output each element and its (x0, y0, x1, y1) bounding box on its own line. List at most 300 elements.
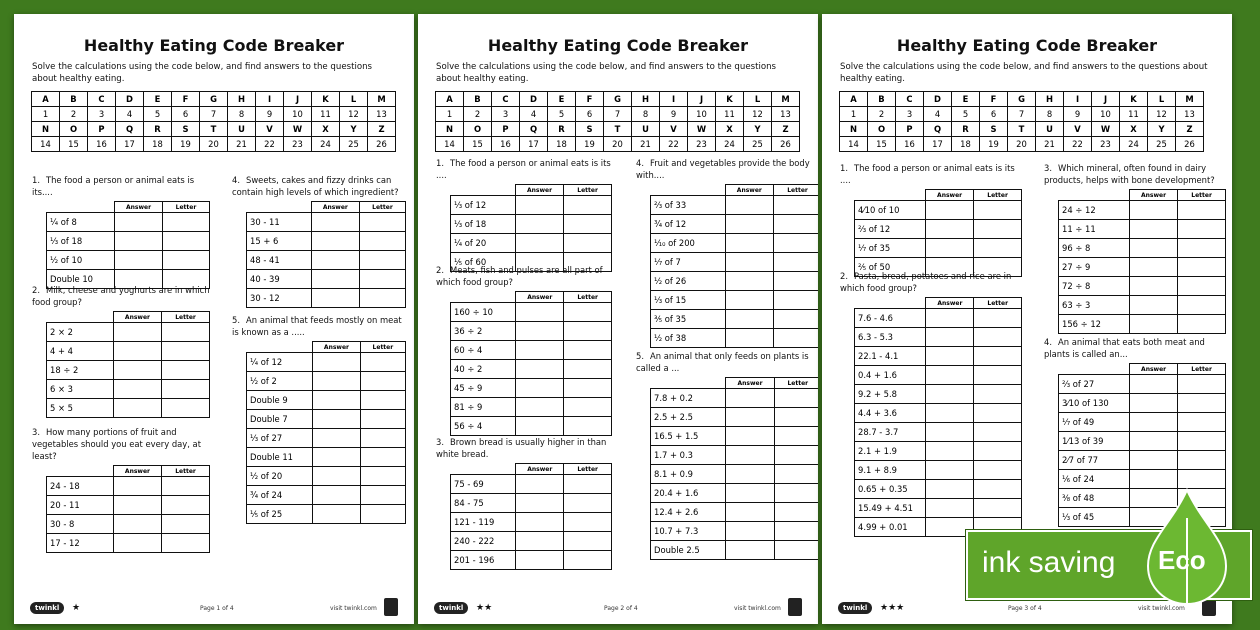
letter-cell[interactable] (564, 532, 612, 551)
calculation-cell: ¾ of 24 (247, 486, 313, 505)
letter-cell[interactable] (360, 467, 405, 486)
answer-cell[interactable] (516, 417, 564, 436)
table-row (47, 477, 210, 496)
answer-cell[interactable] (1129, 451, 1177, 470)
table-row (47, 534, 210, 553)
answer-cell[interactable] (726, 427, 774, 446)
answer-table-header (247, 202, 406, 213)
letter-cell[interactable] (162, 399, 210, 418)
letter-cell[interactable] (564, 417, 612, 436)
code-cell: Y (340, 122, 368, 137)
letter-cell[interactable] (974, 423, 1022, 442)
answer-cell[interactable] (726, 541, 774, 560)
answer-cell[interactable] (311, 289, 359, 308)
answer-header: Answer (113, 466, 161, 477)
answer-cell[interactable] (726, 446, 774, 465)
answer-cell[interactable] (516, 532, 564, 551)
letter-cell[interactable] (564, 551, 612, 570)
table-row (451, 322, 612, 341)
letter-cell[interactable] (564, 513, 612, 532)
letter-cell[interactable] (162, 380, 210, 399)
letter-cell[interactable] (564, 360, 612, 379)
answer-cell[interactable] (113, 515, 161, 534)
answer-cell[interactable] (926, 442, 974, 461)
code-cell: Q (520, 122, 548, 137)
letter-cell[interactable] (162, 534, 210, 553)
header-blank (451, 185, 516, 196)
code-cell: 24 (1120, 137, 1148, 152)
letter-cell[interactable] (1178, 375, 1226, 394)
letter-cell[interactable] (360, 486, 405, 505)
answer-cell[interactable] (113, 361, 161, 380)
calculation-cell: 22.1 - 4.1 (855, 347, 926, 366)
answer-cell[interactable] (1129, 394, 1177, 413)
answer-cell[interactable] (725, 234, 773, 253)
letter-cell[interactable] (774, 234, 818, 253)
letter-cell[interactable] (1178, 220, 1226, 239)
letter-cell[interactable] (774, 253, 818, 272)
letter-cell[interactable] (360, 410, 405, 429)
table-row (451, 379, 612, 398)
footer-url[interactable]: visit twinkl.com (1138, 605, 1185, 612)
letter-cell[interactable] (564, 398, 612, 417)
letter-cell[interactable] (360, 505, 405, 524)
code-row (32, 137, 396, 152)
answer-cell[interactable] (516, 513, 564, 532)
answer-header: Answer (115, 202, 163, 213)
answer-table (46, 311, 210, 418)
calculation-cell: 24 ÷ 12 (1059, 201, 1130, 220)
answer-cell[interactable] (313, 353, 361, 372)
table-row (1059, 239, 1226, 258)
answer-table (246, 341, 406, 524)
letter-cell[interactable] (162, 361, 210, 380)
answer-cell[interactable] (313, 448, 361, 467)
letter-cell[interactable] (162, 232, 209, 251)
letter-cell[interactable] (1178, 394, 1226, 413)
code-cell: F (172, 92, 200, 107)
code-cell: A (436, 92, 464, 107)
letter-cell[interactable] (162, 213, 209, 232)
letter-cell[interactable] (774, 389, 818, 408)
answer-cell[interactable] (115, 251, 163, 270)
letter-cell[interactable] (974, 347, 1022, 366)
answer-cell[interactable] (926, 347, 974, 366)
answer-cell[interactable] (725, 215, 773, 234)
answer-cell[interactable] (726, 484, 774, 503)
letter-cell[interactable] (774, 427, 818, 446)
letter-cell[interactable] (360, 448, 405, 467)
answer-cell[interactable] (726, 522, 774, 541)
letter-cell[interactable] (974, 366, 1022, 385)
letter-cell[interactable] (360, 391, 405, 410)
table-row (247, 289, 406, 308)
table-row (1059, 315, 1226, 334)
answer-cell[interactable] (925, 239, 973, 258)
code-cell: H (632, 92, 660, 107)
answer-cell[interactable] (313, 391, 361, 410)
question-4 (232, 174, 406, 308)
table-row (451, 360, 612, 379)
letter-cell[interactable] (1178, 451, 1226, 470)
calculation-cell: 8.1 + 0.9 (651, 465, 726, 484)
letter-cell[interactable] (774, 446, 818, 465)
question-text (232, 174, 406, 198)
answer-cell[interactable] (925, 201, 973, 220)
answer-cell[interactable] (926, 309, 974, 328)
answer-cell[interactable] (311, 232, 359, 251)
page-number: Page 1 of 4 (200, 605, 234, 612)
code-cell: 5 (144, 107, 172, 122)
answer-cell[interactable] (313, 410, 361, 429)
answer-cell[interactable] (725, 291, 773, 310)
letter-cell[interactable] (564, 303, 612, 322)
letter-cell[interactable] (564, 322, 612, 341)
code-cell: 23 (1092, 137, 1120, 152)
letter-cell[interactable] (564, 215, 612, 234)
answer-cell[interactable] (1129, 277, 1177, 296)
code-cell: 22 (1064, 137, 1092, 152)
letter-cell[interactable] (564, 494, 612, 513)
calculation-cell: 4⁄10 of 10 (855, 201, 926, 220)
letter-cell[interactable] (360, 270, 406, 289)
answer-cell[interactable] (1129, 296, 1177, 315)
answer-header: Answer (516, 292, 564, 303)
table-row (855, 309, 1022, 328)
answer-cell[interactable] (926, 404, 974, 423)
answer-cell[interactable] (516, 322, 564, 341)
answer-cell[interactable] (113, 380, 161, 399)
letter-cell[interactable] (360, 353, 405, 372)
calculation-cell: 2⁄7 of 77 (1059, 451, 1130, 470)
letter-cell[interactable] (360, 232, 406, 251)
answer-cell[interactable] (516, 341, 564, 360)
letter-cell[interactable] (1178, 413, 1226, 432)
calculation-cell: ⅕ of 60 (451, 253, 516, 272)
code-cell: 16 (492, 137, 520, 152)
table-row (47, 342, 210, 361)
answer-cell[interactable] (313, 505, 361, 524)
answer-cell[interactable] (1129, 375, 1177, 394)
letter-cell[interactable] (564, 196, 612, 215)
answer-cell[interactable] (926, 385, 974, 404)
letter-cell[interactable] (774, 503, 818, 522)
letter-cell[interactable] (162, 515, 210, 534)
answer-cell[interactable] (726, 408, 774, 427)
answer-cell[interactable] (313, 486, 361, 505)
answer-cell[interactable] (313, 372, 361, 391)
code-cell: D (924, 92, 952, 107)
letter-cell[interactable] (774, 272, 818, 291)
code-cell: 5 (548, 107, 576, 122)
letter-cell[interactable] (774, 541, 818, 560)
code-cell: 10 (1092, 107, 1120, 122)
eco-label: Eco (1158, 545, 1206, 575)
letter-cell[interactable] (360, 429, 405, 448)
calculation-cell: 2.5 + 2.5 (651, 408, 726, 427)
letter-cell[interactable] (774, 408, 818, 427)
code-row (32, 107, 396, 122)
code-cell: 16 (896, 137, 924, 152)
question-number: 1. (436, 158, 444, 168)
answer-cell[interactable] (113, 323, 161, 342)
calculation-cell: ⅓ of 12 (451, 196, 516, 215)
answer-cell[interactable] (926, 366, 974, 385)
code-cell: A (32, 92, 60, 107)
code-cell: 20 (604, 137, 632, 152)
code-cell: P (492, 122, 520, 137)
letter-cell[interactable] (774, 310, 818, 329)
letter-cell[interactable] (1178, 258, 1226, 277)
code-cell: 23 (284, 137, 312, 152)
code-cell: W (1092, 122, 1120, 137)
answer-cell[interactable] (1129, 239, 1177, 258)
code-cell: T (200, 122, 228, 137)
code-cell: 13 (772, 107, 800, 122)
answer-cell[interactable] (311, 213, 359, 232)
letter-cell[interactable] (974, 461, 1022, 480)
answer-cell[interactable] (115, 213, 163, 232)
letter-cell[interactable] (564, 234, 612, 253)
letter-cell[interactable] (974, 480, 1022, 499)
letter-cell[interactable] (360, 251, 406, 270)
calculation-cell: Double 7 (247, 410, 313, 429)
letter-cell[interactable] (162, 323, 210, 342)
code-cell: S (576, 122, 604, 137)
answer-table (854, 189, 1022, 277)
code-cell: P (896, 122, 924, 137)
answer-cell[interactable] (725, 253, 773, 272)
code-cell: U (228, 122, 256, 137)
answer-cell[interactable] (516, 360, 564, 379)
answer-cell[interactable] (926, 480, 974, 499)
answer-cell[interactable] (113, 342, 161, 361)
code-cell: V (660, 122, 688, 137)
letter-cell[interactable] (162, 342, 210, 361)
answer-cell[interactable] (515, 234, 563, 253)
calculation-cell: 0.65 + 0.35 (855, 480, 926, 499)
letter-cell[interactable] (974, 328, 1022, 347)
calculation-cell: 30 - 8 (47, 515, 114, 534)
worksheet-page-1 (14, 14, 414, 624)
calculation-cell: 30 - 12 (247, 289, 312, 308)
twinkl-logo: twinkl (838, 602, 872, 614)
calculation-cell: ⅙ of 24 (1059, 470, 1130, 489)
letter-header: Letter (1178, 190, 1226, 201)
answer-table-header (651, 185, 819, 196)
letter-cell[interactable] (774, 484, 818, 503)
answer-cell[interactable] (113, 496, 161, 515)
answer-cell[interactable] (726, 389, 774, 408)
letter-cell[interactable] (774, 329, 818, 348)
letter-cell[interactable] (974, 220, 1022, 239)
page-number: Page 2 of 4 (604, 605, 638, 612)
letter-cell[interactable] (360, 372, 405, 391)
question-2 (32, 284, 210, 418)
answer-cell[interactable] (516, 475, 564, 494)
code-cell: 8 (228, 107, 256, 122)
letter-cell[interactable] (1178, 239, 1226, 258)
answer-cell[interactable] (725, 196, 773, 215)
letter-cell[interactable] (974, 201, 1022, 220)
letter-cell[interactable] (974, 442, 1022, 461)
answer-cell[interactable] (515, 215, 563, 234)
code-cell: 6 (172, 107, 200, 122)
letter-header: Letter (974, 298, 1022, 309)
letter-cell[interactable] (774, 291, 818, 310)
answer-cell[interactable] (515, 196, 563, 215)
code-row (840, 92, 1204, 107)
code-cell: N (32, 122, 60, 137)
calculation-cell: ¼ of 12 (247, 353, 313, 372)
answer-cell[interactable] (926, 461, 974, 480)
answer-table-header (247, 342, 406, 353)
answer-cell[interactable] (113, 399, 161, 418)
table-row (451, 417, 612, 436)
question-text (1044, 336, 1226, 360)
calculation-cell: 36 ÷ 2 (451, 322, 516, 341)
code-cell: Y (1148, 122, 1176, 137)
code-cell: S (172, 122, 200, 137)
letter-cell[interactable] (1178, 201, 1226, 220)
question-text (840, 162, 1022, 186)
letter-cell[interactable] (360, 213, 406, 232)
answer-cell[interactable] (1129, 201, 1177, 220)
letter-cell[interactable] (974, 404, 1022, 423)
letter-cell[interactable] (974, 309, 1022, 328)
code-cell: 9 (1064, 107, 1092, 122)
code-cell: 20 (1008, 137, 1036, 152)
answer-cell[interactable] (1129, 220, 1177, 239)
code-cell: 3 (492, 107, 520, 122)
code-cell: 19 (172, 137, 200, 152)
table-row (1059, 413, 1226, 432)
code-cell: O (60, 122, 88, 137)
code-row (32, 92, 396, 107)
letter-cell[interactable] (564, 341, 612, 360)
answer-cell[interactable] (516, 379, 564, 398)
answer-table-header (855, 298, 1022, 309)
letter-cell[interactable] (974, 239, 1022, 258)
code-cell: 15 (464, 137, 492, 152)
letter-header: Letter (360, 202, 406, 213)
answer-cell[interactable] (313, 429, 361, 448)
table-row (651, 427, 819, 446)
footer-url[interactable]: visit twinkl.com (330, 605, 377, 612)
answer-cell[interactable] (926, 328, 974, 347)
question-number: 3. (1044, 163, 1052, 173)
table-row (247, 429, 406, 448)
answer-cell[interactable] (1129, 470, 1177, 489)
letter-cell[interactable] (1178, 470, 1226, 489)
letter-cell[interactable] (774, 465, 818, 484)
letter-header: Letter (564, 464, 612, 475)
table-row (855, 461, 1022, 480)
letter-cell[interactable] (564, 379, 612, 398)
answer-cell[interactable] (115, 232, 163, 251)
letter-cell[interactable] (774, 215, 818, 234)
answer-cell[interactable] (725, 310, 773, 329)
table-row (855, 328, 1022, 347)
code-cell: 25 (744, 137, 772, 152)
table-row (651, 310, 819, 329)
letter-cell[interactable] (360, 289, 406, 308)
calculation-cell: 160 ÷ 10 (451, 303, 516, 322)
answer-header: Answer (926, 298, 974, 309)
answer-cell[interactable] (726, 465, 774, 484)
question-label: The food a person or animal eats is its .... (840, 163, 1015, 185)
answer-cell[interactable] (726, 503, 774, 522)
answer-cell[interactable] (1129, 258, 1177, 277)
letter-cell[interactable] (974, 385, 1022, 404)
answer-cell[interactable] (1129, 432, 1177, 451)
calculation-cell: ¾ of 12 (651, 215, 726, 234)
calculation-cell: 28.7 - 3.7 (855, 423, 926, 442)
code-cell: 3 (88, 107, 116, 122)
letter-cell[interactable] (1178, 277, 1226, 296)
code-cell: Z (772, 122, 800, 137)
question-label: Fruit and vegetables provide the body with.... (636, 158, 810, 180)
letter-cell[interactable] (564, 475, 612, 494)
letter-cell[interactable] (1178, 432, 1226, 451)
table-row (247, 410, 406, 429)
code-table (435, 91, 800, 152)
letter-cell[interactable] (974, 499, 1022, 518)
letter-cell[interactable] (1178, 296, 1226, 315)
answer-cell[interactable] (313, 467, 361, 486)
question-text (32, 426, 210, 462)
question-number: 4. (636, 158, 644, 168)
letter-cell[interactable] (774, 522, 818, 541)
answer-cell[interactable] (516, 398, 564, 417)
answer-cell[interactable] (113, 534, 161, 553)
answer-cell[interactable] (725, 329, 773, 348)
answer-cell[interactable] (113, 477, 161, 496)
code-cell: 17 (116, 137, 144, 152)
answer-cell[interactable] (516, 551, 564, 570)
answer-cell[interactable] (516, 494, 564, 513)
answer-cell[interactable] (1129, 315, 1177, 334)
code-cell: D (116, 92, 144, 107)
letter-cell[interactable] (1178, 315, 1226, 334)
answer-table-header (47, 202, 210, 213)
table-row (651, 389, 819, 408)
footer-url[interactable]: visit twinkl.com (734, 605, 781, 612)
answer-cell[interactable] (1129, 413, 1177, 432)
answer-cell[interactable] (311, 251, 359, 270)
letter-cell[interactable] (162, 251, 209, 270)
header-blank (247, 202, 312, 213)
header-blank (855, 190, 926, 201)
letter-cell[interactable] (162, 496, 210, 515)
answer-cell[interactable] (926, 423, 974, 442)
answer-header: Answer (925, 190, 973, 201)
calculation-cell: 1⁄13 of 39 (1059, 432, 1130, 451)
answer-cell[interactable] (725, 272, 773, 291)
letter-cell[interactable] (162, 477, 210, 496)
calculation-cell: ½ of 2 (247, 372, 313, 391)
question-label: An animal that feeds mostly on meat is known as a ..... (232, 315, 402, 337)
answer-cell[interactable] (516, 303, 564, 322)
letter-cell[interactable] (774, 196, 818, 215)
code-cell: 6 (980, 107, 1008, 122)
code-cell: 17 (924, 137, 952, 152)
answer-cell[interactable] (311, 270, 359, 289)
answer-cell[interactable] (925, 220, 973, 239)
letter-header: Letter (162, 466, 210, 477)
calculation-cell: 201 - 196 (451, 551, 516, 570)
answer-cell[interactable] (926, 499, 974, 518)
